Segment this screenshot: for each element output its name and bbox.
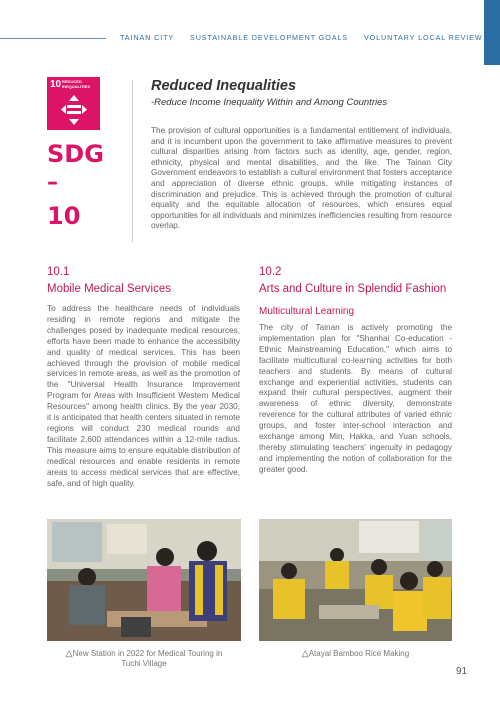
triangle-icon: △ — [301, 648, 309, 658]
page-title: Reduced Inequalities — [151, 78, 297, 94]
photo-medical-station — [47, 519, 241, 641]
section2-number: 10.2 — [259, 266, 282, 278]
running-header — [120, 33, 496, 42]
header-item-vlr: VOLUNTARY LOCAL REVIEW — [363, 33, 483, 42]
sdg-label-dash: – — [47, 170, 58, 195]
equality-icon — [61, 95, 87, 125]
page-number: 91 — [456, 666, 468, 677]
badge-number: 10 — [50, 79, 62, 90]
section1-body: To address the healthcare needs of individuals residing in remote regions and mitigate the challenges posed by inadequate medical resources, efforts have been made to enhance the accessibility and quality of medical services. This has been achieved through the provision of mobile medical services in remote areas, as well as the promotion of the "Universal Health Insurance Improvement Program for Areas with Insufficient Western Medical Resources" among health clinics. By the year 2030, it is anticipated that health centers situated in remote regions will conduct 230 medical rounds and facilitate 2,600 attendances within a 12-mile radius. This measure aims to ensure equitable distribution of medical resources and enable residents in remote areas to access medical services that are effective, safe, and of high quality. — [47, 304, 240, 488]
header-rule — [0, 38, 106, 39]
section2-body: The city of Tainan is actively promoting the implementation plan for "Shanhai Co-education - Ethnic Mainstreaming Education," which aims to facilitate multicultural co-learning activities for both teachers and students. By means of cultural exchange and experiential activities, students can expand their cultural perspectives, augment their awareness of ethnic diversity, demonstrate reverence for the cultural attributes of varied ethnic groups, and foster inter-school interaction and exchange among Min, Hakka, and Yuan schools, thereby stimulating teachers' ingenuity in pedagogy and implementing the notion of collaboration for the greater good. — [259, 323, 452, 474]
section1-title: Mobile Medical Services — [47, 283, 171, 295]
sdg-label-number: 10 — [47, 202, 81, 230]
section1-number: 10.1 — [47, 266, 70, 278]
section2-title: Arts and Culture in Splendid Fashion — [259, 283, 447, 295]
header-item-sdg: SUSTAINABLE DEVELOPMENT GOALS — [190, 33, 349, 42]
caption2-text: Atayal Bamboo Rice Making — [308, 649, 410, 658]
header-item-city: TAINAN CITY — [120, 33, 175, 42]
sdg-label-line1: SDG — [47, 140, 104, 168]
page-subtitle: -Reduce Income Inequality Within and Among Countries — [151, 97, 388, 108]
intro-paragraph: The provision of cultural opportunities is a fundamental entitlement of individuals, and it is incumbent upon the government to take affirmative measures to prevent cultural disparities arising from factors such as identity, age, gender, region, ethnicity, physical and mental disabilities, and the like. The Tainan City Government endeavors to establish a cultural environment that fosters acceptance and appreciation of diverse ethnic groups, while mitigating instances of discrimination and prejudice. This is achieved through the promotion of cultural equality and the equitable allocation of resources, which ensures equal opportunities for all individuals and minimizes inefficiencies resulting from resource overlap. — [151, 126, 452, 231]
vertical-divider — [132, 80, 133, 242]
badge-label: REDUCED INEQUALITIES — [62, 79, 91, 89]
caption1-line1: New Station in 2022 for Medical Touring in — [72, 649, 223, 658]
sdg10-badge — [47, 77, 100, 130]
section2-subtitle: Multicultural Learning — [259, 306, 355, 317]
photo-bamboo-rice — [259, 519, 452, 641]
caption1-line2: Tuchi Village — [121, 659, 167, 668]
photo-caption-1 — [47, 648, 241, 669]
photo-caption-2 — [259, 648, 452, 659]
triangle-icon: △ — [65, 648, 73, 658]
